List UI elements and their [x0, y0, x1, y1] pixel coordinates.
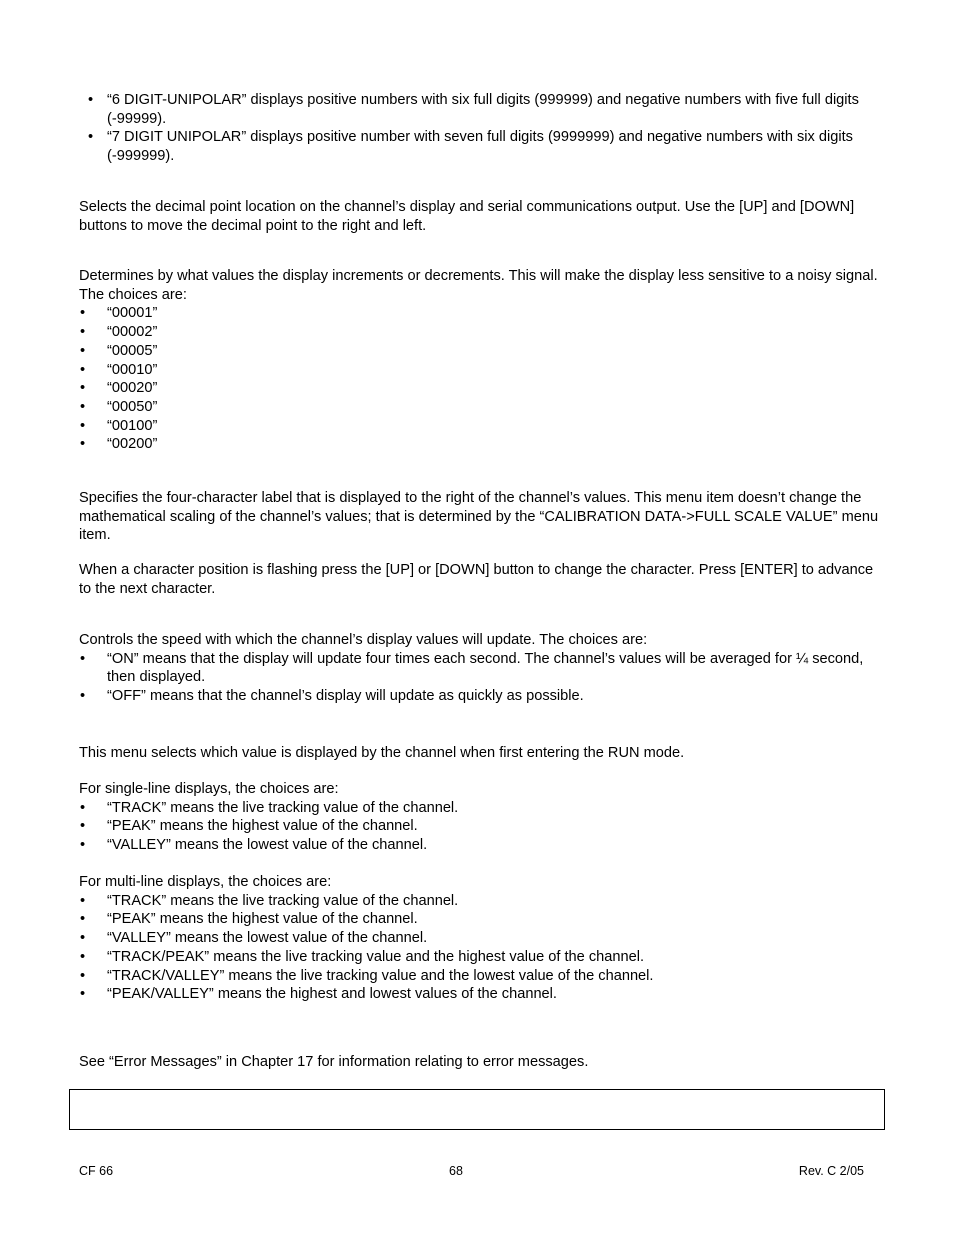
list-item: • “00200” — [79, 435, 879, 454]
count-by-section — [79, 267, 879, 454]
multi-line-list — [79, 892, 879, 1004]
list-item: • “6 DIGIT-UNIPOLAR” displays positive numbers with six full digits (999999) and negative numbers with five full digits (-99999). — [79, 91, 879, 128]
list-item: • “VALLEY” means the lowest value of the channel. — [79, 836, 879, 855]
list-item: • “00100” — [79, 417, 879, 436]
error-messages-paragraph: See “Error Messages” in Chapter 17 for information relating to error messages. — [79, 1054, 589, 1070]
digit-format-list — [79, 91, 879, 166]
list-item: • “00002” — [79, 323, 879, 342]
single-line-list — [79, 799, 879, 855]
empty-bordered-box — [69, 1089, 885, 1130]
list-item: • “TRACK/PEAK” means the live tracking value and the highest value of the channel. — [79, 948, 879, 967]
single-line-section — [79, 780, 879, 855]
multi-line-intro: For multi-line displays, the choices are: — [79, 874, 332, 890]
list-item: • “OFF” means that the channel’s display will update as quickly as possible. — [79, 687, 879, 706]
footer-doc-id: CF 66 — [79, 1164, 114, 1178]
list-item: • “TRACK/VALLEY” means the live tracking value and the lowest value of the channel. — [79, 967, 879, 986]
list-item: • “PEAK” means the highest value of the channel. — [79, 817, 879, 836]
list-item: • “00020” — [79, 379, 879, 398]
list-item: • “PEAK/VALLEY” means the highest and lowest values of the channel. — [79, 985, 879, 1004]
units-paragraph: Specifies the four-character label that is displayed to the right of the channel’s values. This menu item doesn’t change the mathematical scaling of the channel’s values; that is determined by the “CALIBRATION DATA->FULL SCALE VALUE” menu item. — [79, 490, 879, 544]
list-item: • “TRACK” means the live tracking value of the channel. — [79, 892, 879, 911]
count-by-list — [79, 304, 879, 454]
decimal-point-paragraph: Selects the decimal point location on the channel’s display and serial communications output. Use the [UP] and [DOWN] buttons to move the decimal point to the right and left. — [79, 199, 855, 234]
list-item: • “00010” — [79, 361, 879, 380]
list-item: • “ON” means that the display will update four times each second. The channel’s values will be averaged for ¼ second, then displayed. — [79, 650, 879, 687]
footer-page-number: 68 — [449, 1164, 463, 1178]
list-item: • “00050” — [79, 398, 879, 417]
list-item: • “00001” — [79, 304, 879, 323]
list-item: • “7 DIGIT UNIPOLAR” displays positive number with seven full digits (9999999) and negative numbers with six digits (-999999). — [79, 128, 879, 165]
multi-line-section — [79, 873, 879, 1004]
single-line-intro: For single-line displays, the choices are: — [79, 781, 339, 797]
units-edit-paragraph: When a character position is flashing press the [UP] or [DOWN] button to change the character. Press [ENTER] to advance to the next character. — [79, 562, 874, 597]
filter-section — [79, 631, 879, 706]
list-item: • “00005” — [79, 342, 879, 361]
filter-list — [79, 650, 879, 706]
list-item: • “VALLEY” means the lowest value of the channel. — [79, 929, 879, 948]
run-display-intro: This menu selects which value is displayed by the channel when first entering the RUN mode. — [79, 745, 685, 761]
count-by-intro: Determines by what values the display increments or decrements. This will make the display less sensitive to a noisy signal. The choices are: — [79, 268, 878, 303]
footer-revision: Rev. C 2/05 — [798, 1164, 864, 1178]
list-item: • “TRACK” means the live tracking value of the channel. — [79, 799, 879, 818]
list-item: • “PEAK” means the highest value of the channel. — [79, 910, 879, 929]
filter-intro: Controls the speed with which the channel’s display values will update. The choices are: — [79, 632, 648, 648]
